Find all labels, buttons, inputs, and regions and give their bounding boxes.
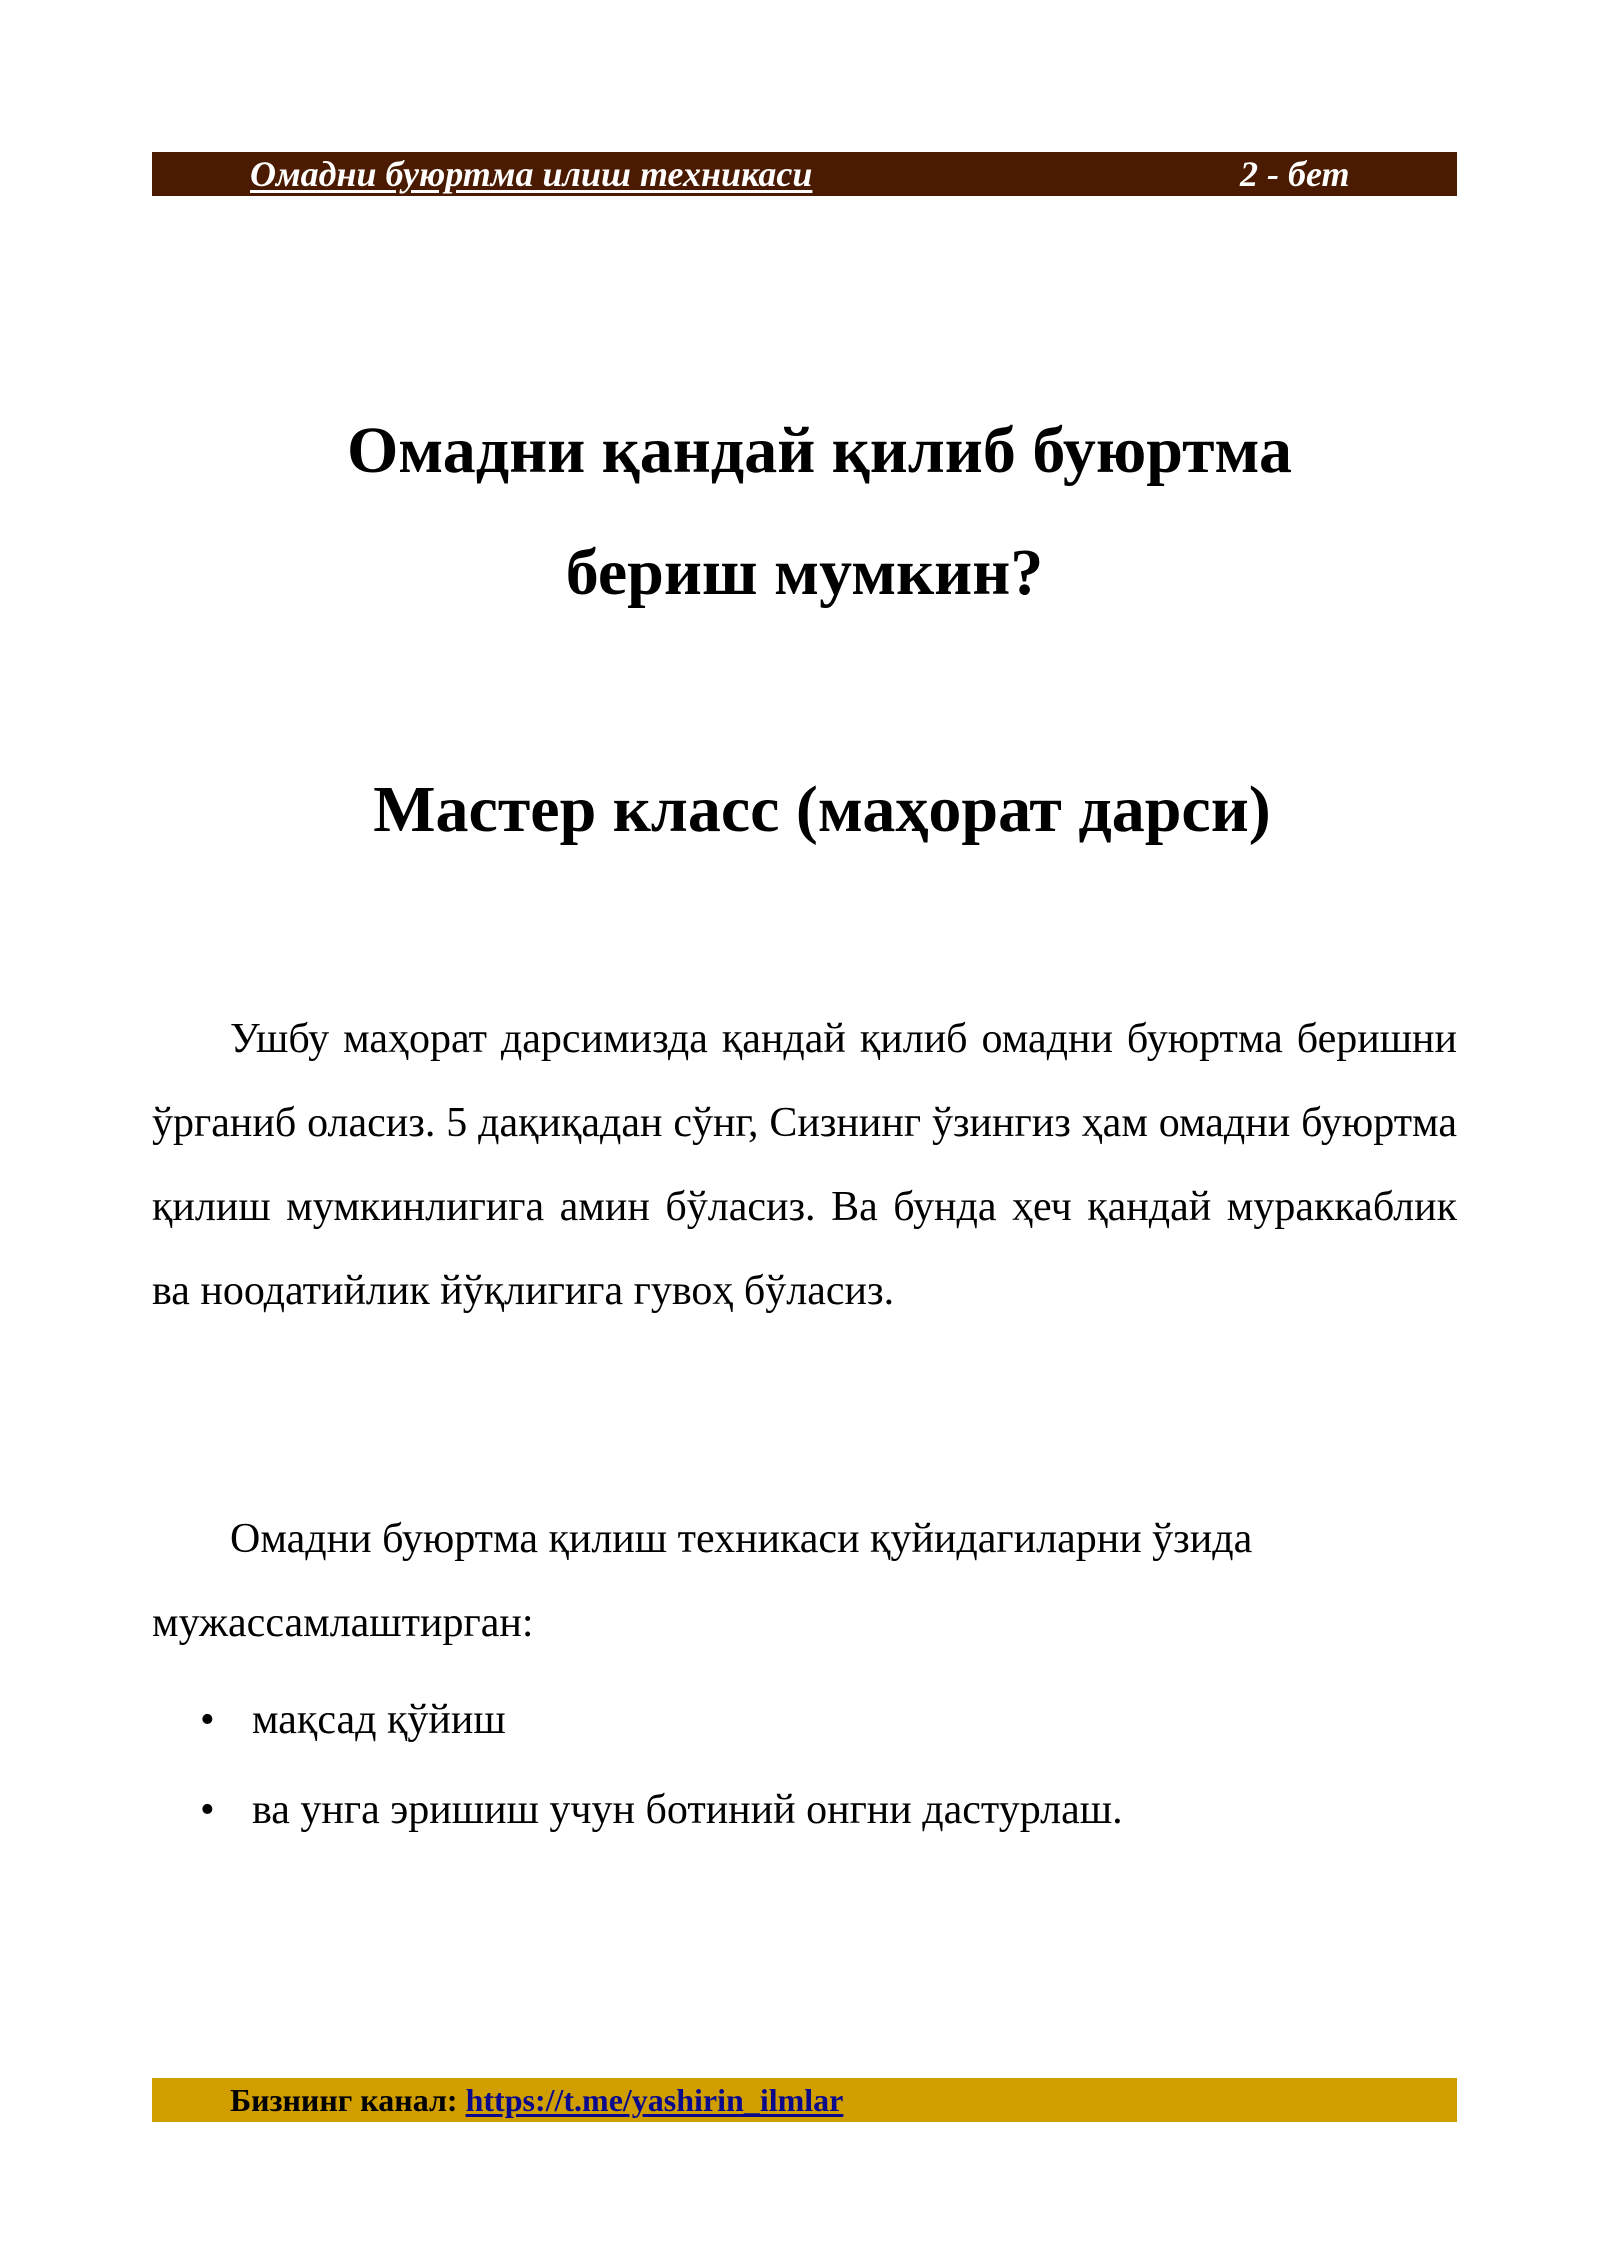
page-title-line-2: бериш мумкин? <box>565 536 1044 609</box>
footer-text <box>230 2078 843 2122</box>
technique-list <box>152 1675 1457 1855</box>
bullet-icon: • <box>200 1787 215 1833</box>
bullet-icon: • <box>200 1697 215 1743</box>
header-title: Омадни буюртма илиш техникаси <box>250 154 813 194</box>
header-bar <box>152 152 1457 196</box>
list-item-text: мақсад қўйиш <box>252 1697 506 1743</box>
footer-bar <box>152 2078 1457 2122</box>
intro-paragraph: Ушбу маҳорат дарсимизда қандай қилиб омадни буюртма беришни ўрганиб оласиз. 5 дақиқадан сўнг, Сизнинг ўзингиз ҳам омадни буюртма қилиш мумкинлигига амин бўласиз. Ва бунда ҳеч қандай мураккаблик ва ноодатийлик йўқлигига гувоҳ бўласиз. <box>152 1016 1457 1314</box>
page-number: 2 - бет <box>1240 154 1350 194</box>
page-title-line-1: Омадни қандай қилиб буюртма <box>346 414 1293 487</box>
technique-paragraph: Омадни буюртма қилиш техникаси қуйидагиларни ўзида мужассамлаштирган: <box>152 1516 1253 1646</box>
list-item <box>152 1675 1457 1765</box>
page-subtitle: Мастер класс (маҳорат дарси) <box>373 773 1271 846</box>
page-title <box>152 390 1457 634</box>
channel-link[interactable]: https://t.me/yashirin_ilmlar <box>465 2082 844 2118</box>
footer-label: Бизнинг канал: <box>230 2082 466 2118</box>
list-item-text: ва унга эришиш учун ботиний онгни дастурлаш. <box>252 1787 1123 1833</box>
list-item <box>152 1765 1457 1855</box>
